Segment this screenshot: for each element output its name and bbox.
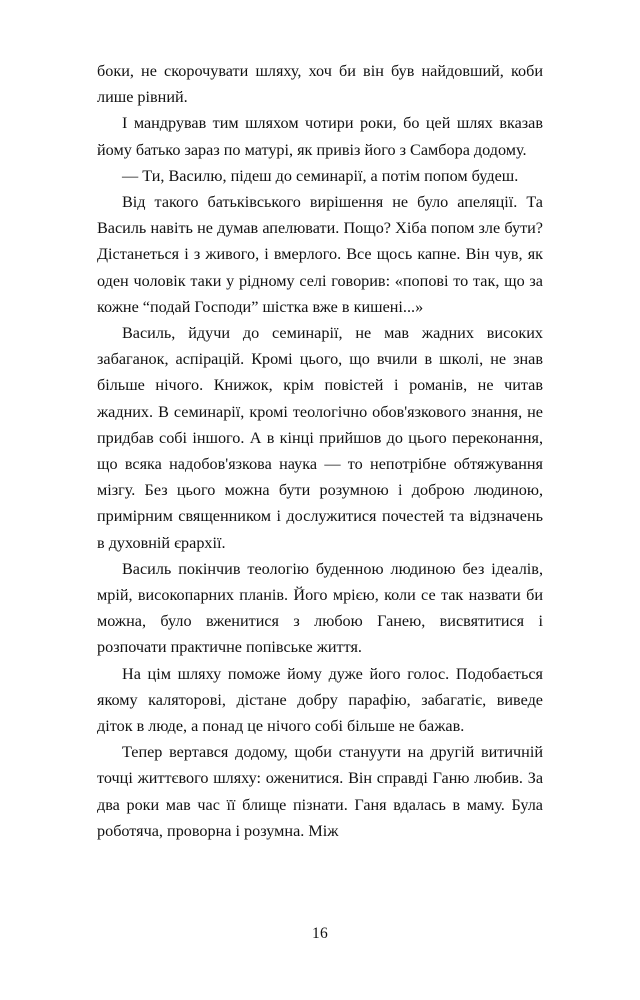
page-number: 16: [311, 925, 329, 942]
paragraph: боки, не скорочувати шляху, хоч би він був найдовший, коби лише рівний.: [97, 62, 543, 107]
paragraph-dialogue: — Ти, Василю, підеш до семинарії, а потім попом будеш.: [122, 166, 519, 185]
paragraph: І мандрував тим шляхом чотири роки, бо цей шлях вказав йому батько зараз по матурі, як привіз його з Самбора додому.: [97, 114, 543, 159]
paragraph: Василь, йдучи до семинарії, не мав жадних високих забаганок, аспірацій. Кромі цього, що вчили в школі, не знав більше нічого. Книжок, крім повістей і романів, не читав жадних. В семинарії, кромі теологічно обов'язкового знання, не придбав собі іншого. А в кінці прийшов до цього переконання, що всяка надобов'язкова наука — то непотрібне обтяжування мізгу. Без цього можна бути розумною і доброю людиною, примірним священником і дослужитися почестей та відзначень в духовній єрархії.: [97, 324, 543, 552]
paragraph: Від такого батьківського вирішення не було апеляції. Та Василь навіть не думав апелювати. Пощо? Хіба попом зле бути? Дістанеться і з живого, і вмерлого. Все щось капне. Він чув, як оден чоловік таки у рідному селі говорив: «попові то так, що за кожне “подай Господи” шістка вже в кишені...»: [97, 193, 543, 316]
body-text-column: [97, 58, 543, 844]
paragraph: На цім шляху поможе йому дуже його голос. Подобається якому каляторові, дістане добру парафію, забагатіє, виведе діток в люде, а понад це нічого собі більше не бажав.: [97, 664, 543, 736]
paragraph: Василь покінчив теологію буденною людиною без ідеалів, мрій, високопарних планів. Його мрією, коли се так назвати би можна, було вженитися з любою Ганею, висвятитися і розпочати практичне попівське життя.: [97, 559, 543, 657]
paragraph: Тепер вертався додому, щоби стануути на другій витичній точці життєвого шляху: оженитися. Він справді Ганю любив. За два роки мав час її блище пізнати. Ганя вдалась в маму. Була роботяча, проворна і розумна. Між: [97, 743, 543, 840]
